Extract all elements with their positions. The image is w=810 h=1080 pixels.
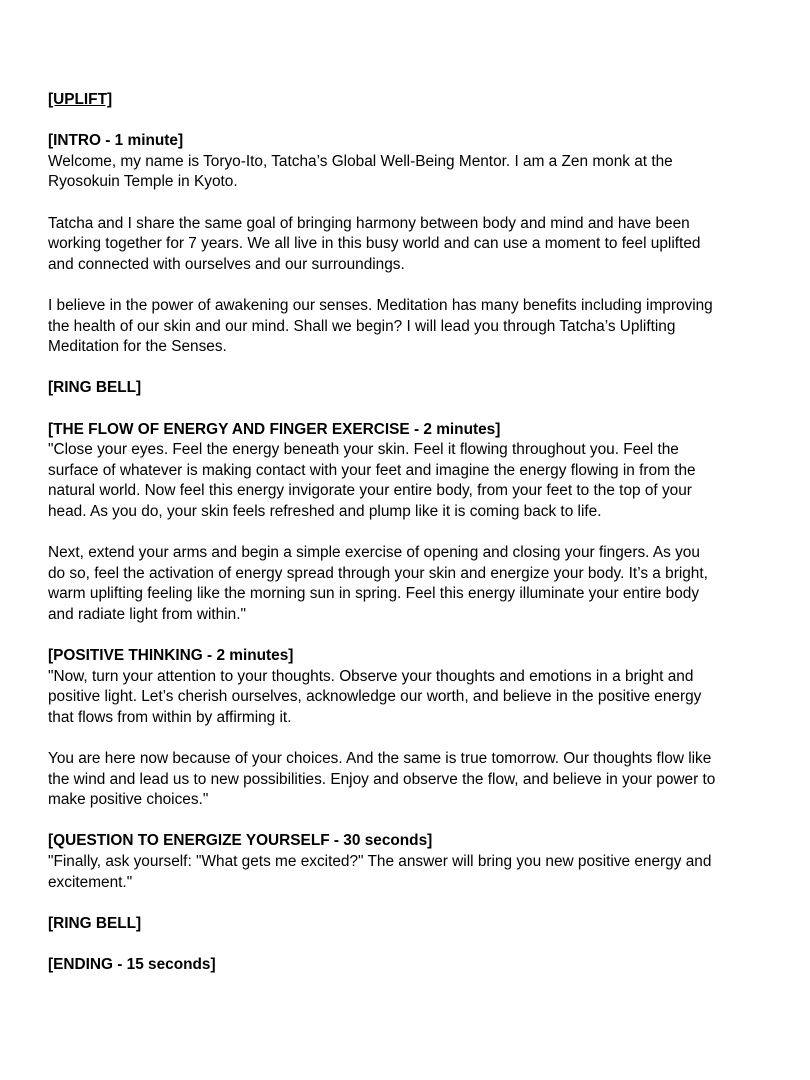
intro-heading: [INTRO - 1 minute] bbox=[48, 132, 184, 150]
script-document bbox=[48, 90, 720, 996]
positive-section bbox=[48, 646, 720, 728]
document-title: [UPLIFT] bbox=[48, 91, 113, 108]
intro-section bbox=[48, 131, 720, 193]
ending-heading: [ENDING - 15 seconds] bbox=[48, 955, 216, 973]
question-paragraph: "Finally, ask yourself: "What gets me excited?" The answer will bring you new positive energy and excitement." bbox=[48, 852, 712, 891]
intro-paragraph: Tatcha and I share the same goal of bringing harmony between body and mind and have been working together for 7 years. We all live in this busy world and can use a moment to feel uplifted and connected with ourselves and our surroundings. bbox=[48, 214, 701, 273]
positive-paragraph: You are here now because of your choices. And the same is true tomorrow. Our thoughts flow like the wind and lead us to new possibilities. Enjoy and observe the flow, and believe in your power to make positive choices." bbox=[48, 750, 716, 809]
question-heading: [QUESTION TO ENERGIZE YOURSELF - 30 seconds] bbox=[48, 832, 433, 850]
energy-heading: [THE FLOW OF ENERGY AND FINGER EXERCISE - 2 minutes] bbox=[48, 420, 501, 438]
energy-paragraph: "Close your eyes. Feel the energy beneath your skin. Feel it flowing throughout you. Feel the surface of whatever is making contact with your feet and imagine the energy flowing in from the natural world. Now feel this energy invigorate your entire body, from your feet to the top of your head. As you do, your skin feels refreshed and plump like it is coming back to life. bbox=[48, 441, 696, 520]
positive-heading: [POSITIVE THINKING - 2 minutes] bbox=[48, 647, 294, 665]
energy-section bbox=[48, 420, 720, 523]
ring-bell-cue: [RING BELL] bbox=[48, 379, 142, 397]
intro-paragraph: Welcome, my name is Toryo-Ito, Tatcha’s Global Well-Being Mentor. I am a Zen monk at the Ryosokuin Temple in Kyoto. bbox=[48, 152, 673, 191]
ring-bell-cue: [RING BELL] bbox=[48, 914, 142, 932]
question-section bbox=[48, 831, 720, 893]
intro-paragraph: I believe in the power of awakening our senses. Meditation has many benefits including improving the health of our skin and our mind. Shall we begin? I will lead you through Tatcha’s Uplifting Meditation for the Senses. bbox=[48, 296, 713, 356]
positive-paragraph: "Now, turn your attention to your thoughts. Observe your thoughts and emotions in a bright and positive light. Let’s cherish ourselves, acknowledge our worth, and believe in the positive energy that flows from within by affirming it. bbox=[48, 667, 702, 726]
energy-paragraph: Next, extend your arms and begin a simple exercise of opening and closing your fingers. As you do so, feel the activation of energy spread through your skin and energize your body. It’s a bright, warm uplifting feeling like the morning sun in spring. Feel this energy illuminate your entire body and radiate light from within." bbox=[48, 544, 708, 623]
